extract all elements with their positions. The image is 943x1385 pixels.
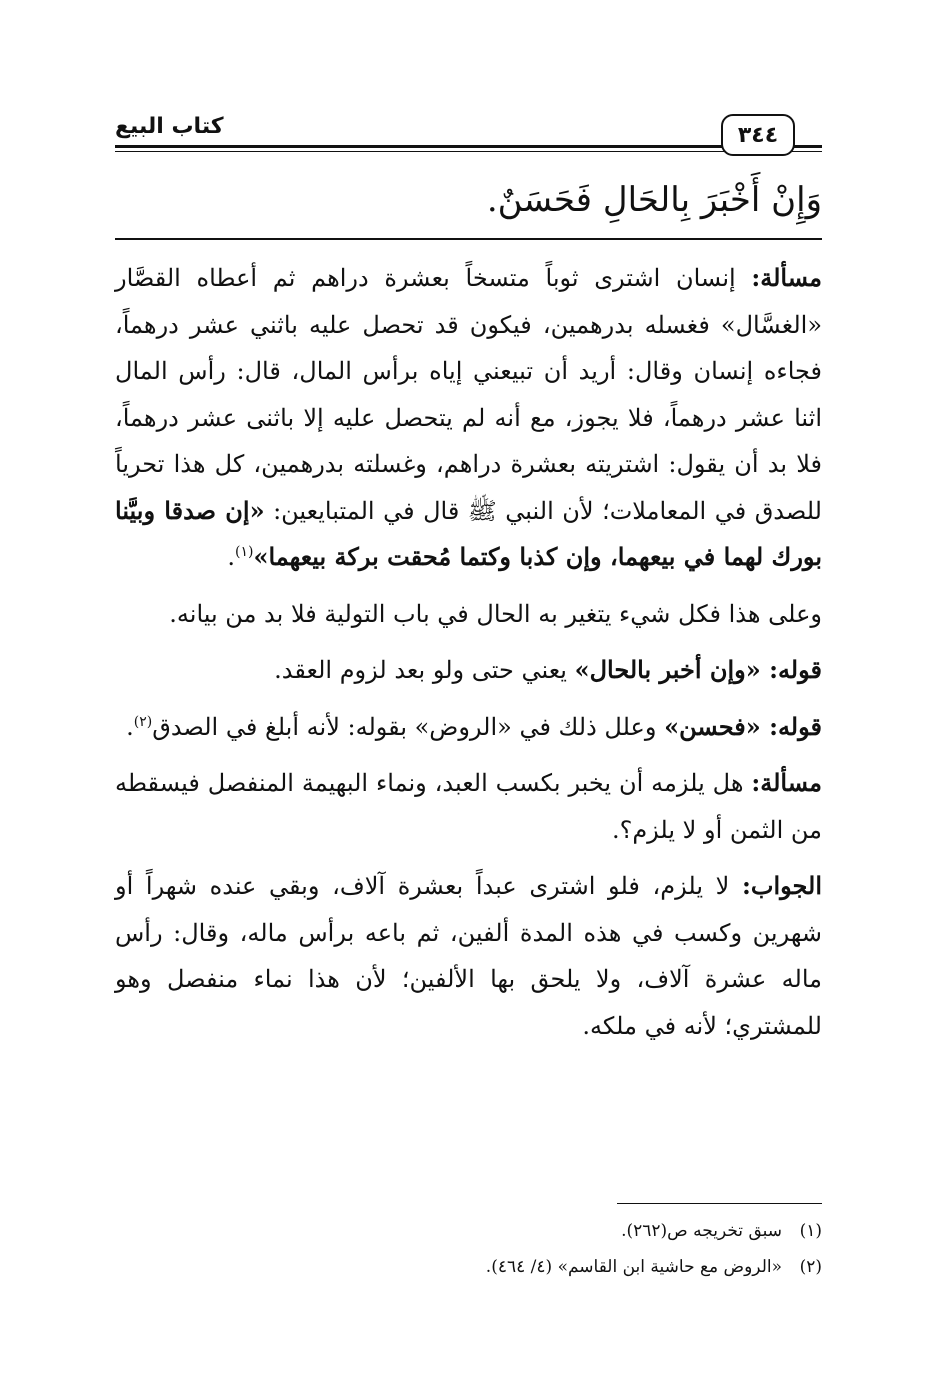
footnote-ref[interactable]: (١) [234, 544, 254, 560]
hadith-quote: «إن صدقا وبيَّنا بورك لهما في بيعهما، وإن كذبا وكتما مُحقت بركة بيعهما» [115, 495, 822, 571]
paragraph-text: وعلى هذا فكل شيء يتغير به الحال في باب التولية فلا بد من بيانه. [169, 599, 822, 628]
footnote-text: «الروض مع حاشية ابن القاسم» (٤/ ٤٦٤). [485, 1257, 782, 1277]
matn-quote: «فحسن» [664, 711, 770, 741]
paragraph-5 [115, 760, 822, 853]
footnote-ref[interactable]: (٢) [133, 713, 153, 730]
footnote-text: سبق تخريجه ص(٢٦٢). [621, 1221, 782, 1241]
paragraph-text: لا يلزم، فلو اشترى عبداً بعشرة آلاف، وبقي عنده شهراً أو شهرين وكسب في هذه المدة ألفين، ثم باعه برأس ماله، وقال: رأس ماله عشرة آلاف، ولا يلحق بها الألفين؛ لأن هذا نماء منفصل وهو للمشتري؛ لأنه في ملكه. [115, 872, 823, 1040]
book-title: كتاب البيع [115, 114, 224, 139]
commentary-body [115, 255, 822, 1059]
footnotes [115, 1213, 822, 1285]
paragraph-text: وعلل ذلك في «الروض» بقوله: لأنه أبلغ في الصدق [152, 712, 665, 741]
paragraph-text: إنسان اشترى ثوباً متسخاً بعشرة دراهم ثم أعطاه القصَّار «الغسَّال» فغسله بدرهمين، فيكون قد تحصل عليه باثني عشر درهماً، فجاءه إنسان وقال: أريد أن تبيعني إياه برأس المال، قال: رأس المال اثنا عشر درهماً، فلا يجوز، مع أنه لم يتحصل عليه إلا باثنى عشر درهماً، فلا بد أن يقول: اشتريته بعشرة دراهم، وغسلته بدرهمين، كل هذا تحرياً للصدق في المعاملات؛ لأن النبي ﷺ قال في المتبايعين: [115, 264, 823, 525]
page-number: ٣٤٤ [721, 114, 795, 156]
matn-text: وَإِنْ أَخْبَرَ بِالحَالِ فَحَسَنٌ. [486, 180, 822, 220]
footnote-2 [115, 1249, 822, 1285]
header-rule-thin [115, 151, 822, 152]
paragraph-lead: قوله: [769, 711, 822, 741]
paragraph-lead: قوله: [769, 655, 822, 684]
footnote-number: (١) [799, 1221, 822, 1241]
matn-quote: «وإن أخبر بالحال» [574, 655, 770, 684]
paragraph-6 [115, 863, 822, 1049]
paragraph-3 [115, 647, 822, 694]
footnote-separator [617, 1203, 822, 1204]
paragraph-lead: مسألة: [751, 263, 822, 292]
paragraph-text: يعني حتى ولو بعد لزوم العقد. [274, 656, 575, 684]
paragraph-lead: الجواب: [742, 871, 822, 900]
paragraph-2 [115, 591, 822, 638]
page-header [115, 110, 822, 160]
paragraph-text: هل يلزمه أن يخبر بكسب العبد، ونماء البهيمة المنفصل فيسقطه من الثمن أو لا يلزم؟. [115, 769, 822, 844]
paragraph-end: . [227, 543, 235, 571]
paragraph-1 [115, 255, 822, 581]
paragraph-lead: مسألة: [751, 768, 822, 797]
footnote-1 [115, 1213, 822, 1249]
header-rule [115, 145, 822, 148]
paragraph-4 [115, 704, 822, 751]
footnote-number: (٢) [799, 1257, 822, 1277]
matn-separator [115, 238, 822, 240]
paragraph-end: . [126, 712, 134, 741]
